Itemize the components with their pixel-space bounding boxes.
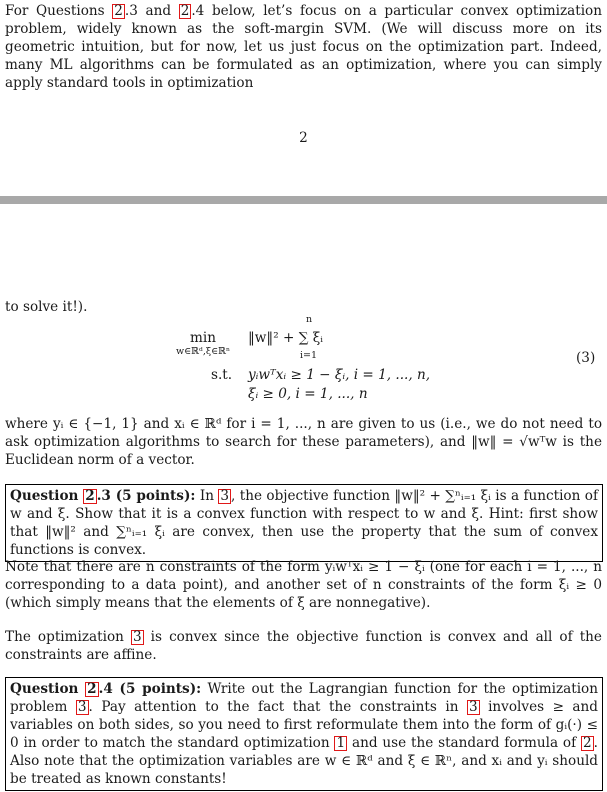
question-2-4-box: Question 2 .4 (5 points): Write out the Lagrangian function for the optimization problem 3 . Pay attention to the fact that the constraints in 3 involves ≥ and variables on both sides, so you need to first reformulate them into the form of gᵢ(·) ≤ 0 in order to match the standard optimization 1 and use the standard formula of 2 . Also note that the optimization variables are w ∈ ℝᵈ and ξ ∈ ℝⁿ, and xᵢ and yᵢ should be treated as known constants!: [5, 677, 603, 791]
equation-ref-link[interactable]: 2: [583, 735, 592, 751]
min-subscript: w∈ℝᵈ,ξ∈ℝⁿ: [176, 346, 231, 357]
question-ref-link[interactable]: 2: [180, 3, 190, 19]
page-number: 2: [299, 130, 308, 146]
min-operator: min: [190, 330, 216, 346]
intro-paragraph: For Questions 2 .3 and 2 .4 below, let’s focus on a particular convex optimization problem, widely known as the soft-margin SVM. (We will discuss more on its geometric intuition, but for now, let us just focus on the optimization part. Indeed, many ML algorithms can be formulated as an optimization, where you can simply apply standard tools in optimization: [5, 3, 602, 91]
equation-ref-link[interactable]: 3: [132, 629, 142, 645]
subject-to-label: s.t.: [211, 367, 233, 383]
question-ref-link[interactable]: 2: [114, 3, 123, 19]
page-top: [0, 0, 607, 196]
constraint-margin: yᵢwᵀxᵢ ≥ 1 − ξᵢ, i = 1, ..., n,: [248, 367, 431, 383]
equation-ref-link[interactable]: 3: [468, 699, 478, 715]
convexity-paragraph: The optimization 3 is convex since the objective function is convex and all of the constraints are affine.: [5, 629, 602, 663]
question-ref-link[interactable]: 2: [87, 681, 97, 697]
question-ref-link[interactable]: 2: [85, 488, 95, 504]
question-2-3-box: Question 2 .3 (5 points): In 3 , the objective function ‖w‖² + ∑ⁿᵢ₌₁ ξᵢ is a function of w and ξ. Show that it is a convex function with respect to w and ξ. Hint: first show that ‖w‖² and ∑ⁿᵢ₌₁ ξᵢ are convex, then use the property that the sum of convex functions is convex.: [5, 484, 603, 562]
equation-ref-link[interactable]: 3: [220, 488, 230, 504]
optimization-equation: [0, 312, 607, 407]
equation-number: (3): [576, 350, 596, 366]
equation-ref-link[interactable]: 1: [336, 735, 346, 751]
page-separator: [0, 196, 607, 204]
objective-function: ‖w‖² + ∑ ξᵢ: [248, 330, 323, 346]
where-paragraph: where yᵢ ∈ {−1, 1} and xᵢ ∈ ℝᵈ for i = 1, ..., n are given to us (i.e., we do not need to ask optimization algorithms to search for these parameters), and ‖w‖ = √wᵀw is the Euclidean norm of a vector.: [5, 416, 602, 468]
constraint-nonnegative: ξᵢ ≥ 0, i = 1, ..., n: [248, 386, 368, 402]
sum-upper-limit: n: [306, 314, 313, 325]
page-bottom: [0, 204, 607, 792]
to-solve-text: to solve it!).: [5, 299, 88, 315]
equation-ref-link[interactable]: 3: [77, 699, 87, 715]
note-paragraph: Note that there are n constraints of the form yᵢwᵀxᵢ ≥ 1 − ξᵢ (one for each i = 1, ..., n corresponding to a data point), and another set of n constraints of the form ξᵢ ≥ 0 (which simply means that the elements of ξ are nonnegative).: [5, 559, 602, 611]
sum-lower-limit: i=1: [300, 350, 318, 361]
